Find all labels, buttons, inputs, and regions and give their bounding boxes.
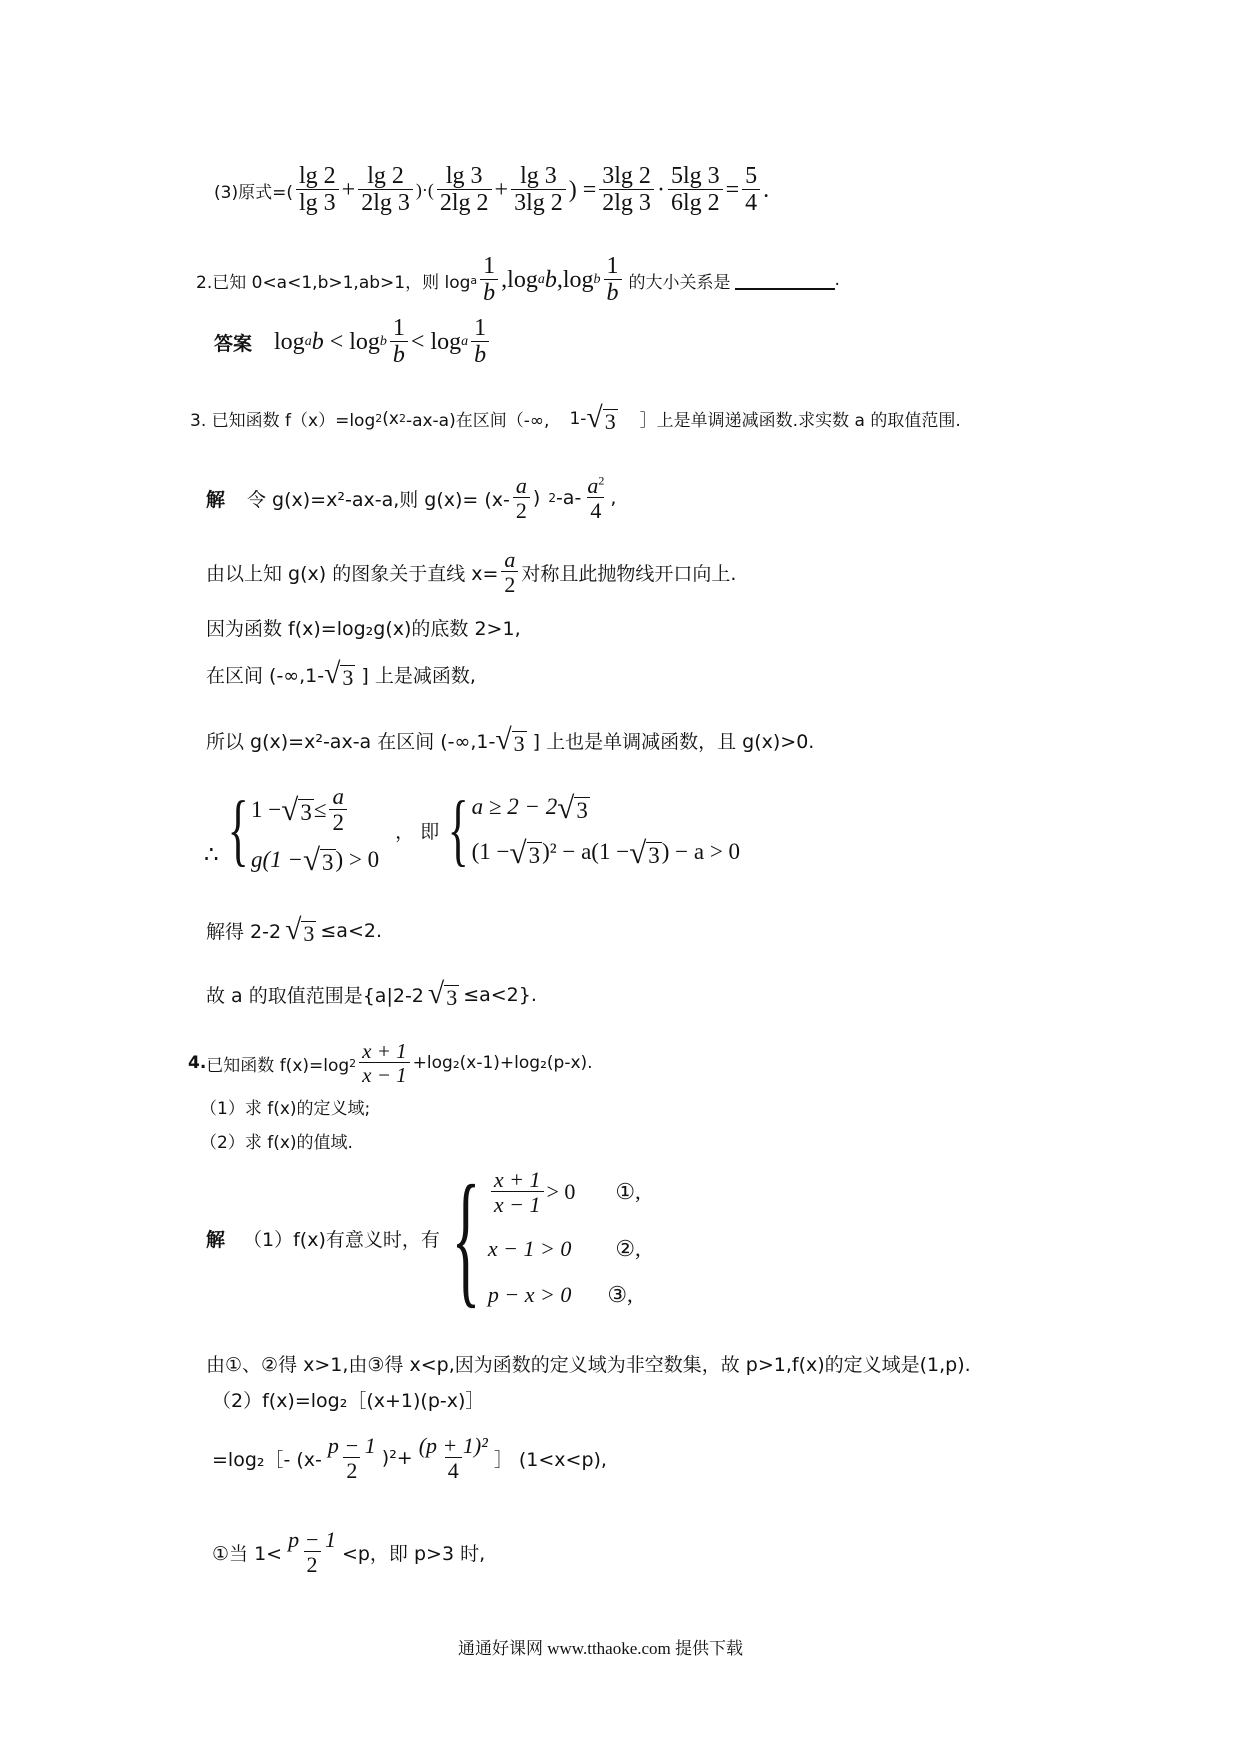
left-brace: {	[447, 786, 469, 874]
fraction: $\frac{\lg 3}{3\lg 2}$	[511, 164, 566, 216]
fraction: $\frac{a}{2}$	[513, 474, 530, 522]
expression-line-3: (3)原式=( $\frac{\lg 2}{\lg 3}$ + $\frac{\lg 2}{2\lg 3}$ )·( $\frac{\lg 3}{2\lg 2}$ + $\frac{\lg 3}{3\lg 2}$ ) = $\frac{3\lg 2}{2\lg 3}$ · $\frac{5\lg 3}{6\lg 2}$ = $\frac{5}{4}$ .	[214, 163, 770, 217]
fraction: $\frac{x + 1}{x - 1}$	[359, 1040, 410, 1086]
problem-4-part1: （1）求 f(x)的定义域;	[200, 1099, 371, 1119]
solution-3-line3: 因为函数 f(x)=log₂g(x)的底数 2>1,	[206, 618, 521, 640]
answer-blank	[735, 270, 835, 290]
sqrt-3: √ 3	[586, 402, 616, 434]
fraction: $\frac{\lg 2}{\lg 3}$	[296, 164, 339, 216]
solution-3-conclusion: 故 a 的取值范围是{a|2-2 √ 3 ≤a<2}.	[206, 978, 537, 1010]
fraction: $\frac{a^2}{4}$	[587, 473, 605, 524]
fraction: $\frac{5}{4}$	[742, 164, 760, 216]
fraction: $\frac{3\lg 2}{2\lg 3}$	[599, 164, 654, 216]
system-2: a ≥ 2 − 2 √ 3 (1 − √ 3 )² − a(1 − √ 3 ) − a > 0	[471, 789, 741, 870]
page-footer: 通通好课网 www.tthaoke.com 提供下载	[458, 1639, 744, 1658]
fraction: $\frac{5\lg 3}{6\lg 2}$	[668, 164, 723, 216]
problem-4-part2: （2）求 f(x)的值域.	[200, 1133, 353, 1153]
answer-label: 答案	[214, 332, 253, 355]
solution-4-line3: =log₂［- (x- $\frac{p - 1}{2}$ )²+ $\frac{\text{(p + 1)²}}{4}$ ］ (1<x<p),	[212, 1433, 607, 1484]
problem-2-answer: 答案 log a b < log b $\frac{1}{b}$ < log a $\frac{1}{b}$	[214, 316, 492, 368]
problem-2: 2.已知 0<a<1,b>1,ab>1，则 log a $\frac{1}{b}$ , log a b , log b $\frac{1}{b}$ 的大小关系是 .	[196, 253, 840, 307]
solution-3-line2: 由以上知 g(x) 的图象关于直线 x= $\frac{a}{2}$ 对称且此抛物线开口向上.	[206, 547, 737, 598]
fraction: $\frac{x + 1}{x - 1}$	[491, 1168, 544, 1216]
solution-4-system: 解 （1）f(x)有意义时，有 { $\frac{x + 1}{x - 1}$ > 0 ①, x − 1 > 0 ②, p − x > 0 ③,	[206, 1155, 641, 1321]
system-1: 1 − √ 3 ≤ $\frac{a}{2}$ g(1 − √ 3 ) > 0	[251, 783, 380, 878]
fraction: $\frac{\lg 2}{2\lg 3}$	[358, 164, 413, 216]
fraction: $\frac{1}{b}$	[480, 254, 498, 306]
solution-3-line5: 所以 g(x)=x²-ax-a 在区间 (-∞,1- √ 3 ] 上也是单调减函数，且 g(x)>0.	[206, 724, 815, 756]
solution-3-result: 解得 2-2 √ 3 ≤a<2.	[206, 914, 382, 946]
solution-4-line4: ①当 1< $\frac{p - 1}{2}$ <p，即 p>3 时,	[212, 1527, 486, 1578]
problem-4-question: 4. 已知函数 f(x)=log 2 $\frac{x + 1}{x - 1}$ +log₂(x-1)+log₂(p-x).	[188, 1039, 593, 1088]
solution-4-line2: （2）f(x)=log₂［(x+1)(p-x)］	[212, 1390, 485, 1412]
solution-3-line4: 在区间 (-∞,1- √ 3 ] 上是减函数,	[206, 658, 476, 690]
solution-4-line1: 由①、②得 x>1,由③得 x<p,因为函数的定义域为非空数集，故 p>1,f(x)的定义域是(1,p).	[206, 1354, 971, 1376]
fraction: $\frac{1}{b}$	[604, 254, 622, 306]
problem-3-question: 3. 已知函数 f（x）=log 2 (x 2 -ax-a)在区间（-∞, 1- √ 3 ］上是单调递减函数.求实数 a 的取值范围.	[190, 402, 961, 434]
fraction: $\frac{a}{2}$	[501, 548, 518, 596]
left-brace: {	[451, 1155, 481, 1321]
fraction: $\frac{p - 1}{2}$	[288, 1527, 336, 1578]
inequality-systems: ∴ { 1 − √ 3 ≤ $\frac{a}{2}$ g(1 − √ 3 ) > 0 ， 即 { a ≥ 2 − 2 √ 3 (1 − √ 3 )² − a(1 − √ 3 ) − a > 0	[204, 780, 740, 880]
fraction: $\frac{1}{b}$	[471, 316, 489, 368]
fraction: $\frac{1}{b}$	[390, 316, 408, 368]
fraction: $\frac{\text{(p + 1)²}}{4}$	[418, 1433, 488, 1484]
fraction: $\frac{p - 1}{2}$	[327, 1433, 376, 1484]
expr-prefix: (3)原式=(	[214, 182, 293, 203]
solution-3-line1: 解 令 g(x)=x²-ax-a,则 g(x)= (x- $\frac{a}{2}$ ) 2 -a- $\frac{a^2}{4}$ ,	[206, 473, 617, 524]
fraction: $\frac{a}{2}$	[329, 785, 347, 835]
domain-conditions: $\frac{x + 1}{x - 1}$ > 0 ①, x − 1 > 0 ②, p − x > 0 ③,	[487, 1166, 641, 1308]
left-brace: {	[227, 786, 249, 874]
fraction: $\frac{\lg 3}{2\lg 2}$	[437, 164, 492, 216]
